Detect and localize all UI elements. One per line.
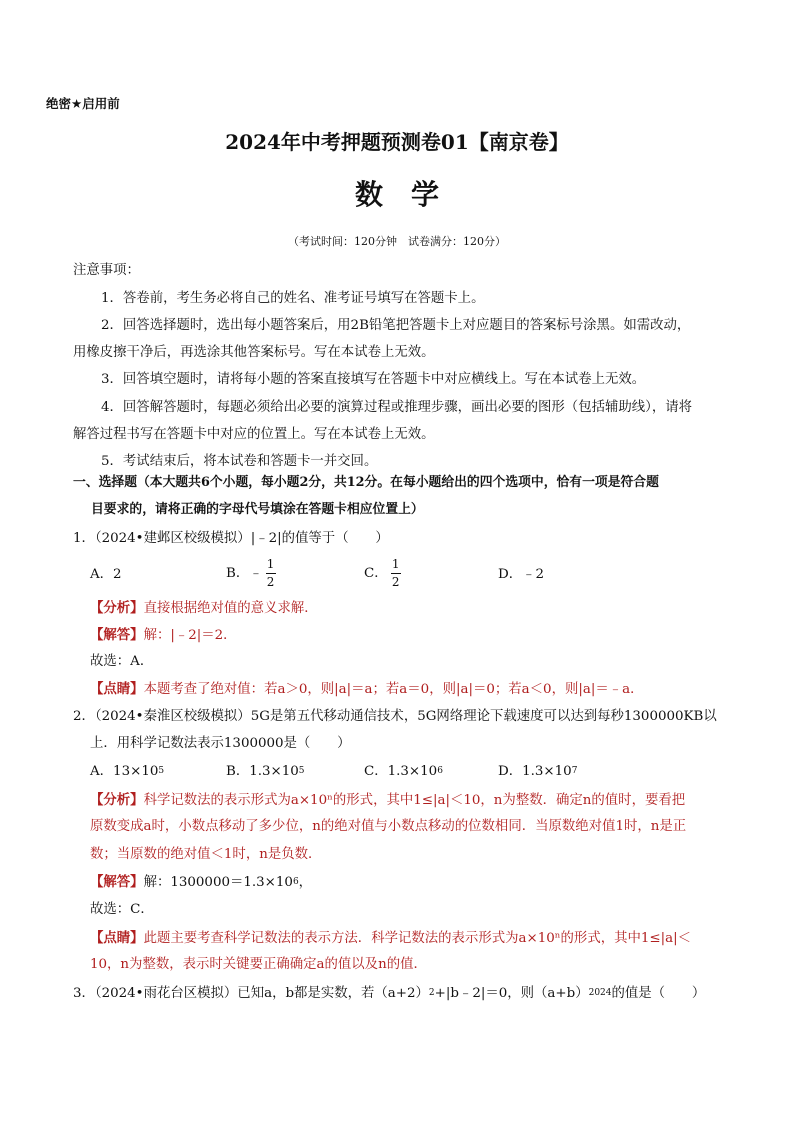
secret-mark: 绝密★启用前 — [46, 96, 120, 111]
q2-option-c: C．$1.3\times 10^6$ — [364, 764, 443, 779]
q2-option-d: D．$1.3\times 10^7$ — [498, 764, 578, 779]
question-2-stem-cont: 上．用科学记数法表示1300000是（ ） — [90, 736, 351, 751]
q1-option-d: D．﹣2 — [498, 567, 545, 582]
q1-option-a: A．2 — [90, 567, 122, 582]
notice-item: 5．考试结束后，将本试卷和答题卡一并交回。 — [101, 454, 378, 469]
q2-choice: 故选：C． — [90, 902, 154, 917]
notice-heading: 注意事项： — [73, 263, 140, 278]
question-1-stem: 1．（2024•建邺区校级模拟）|﹣2|的值等于（ ） — [73, 531, 389, 546]
q2-option-b: B．$1.3\times 10^5$ — [226, 764, 305, 779]
q1-choice: 故选：A． — [90, 654, 154, 669]
notice-item: 2．回答选择题时，选出每小题答案后，用2B铅笔把答题卡上对应题目的答案标号涂黑。如需改动， — [101, 318, 691, 333]
section-heading: 一、选择题（本大题共6个小题，每小题2分，共12分。在每小题给出的四个选项中，恰有一项是符合题 — [73, 475, 659, 490]
subject-title: 数 学 — [354, 178, 439, 211]
page-title: 2024年中考押题预测卷01【南京卷】 — [225, 130, 569, 154]
q2-comment: 【点睛】此题主要考查科学记数法的表示方法．科学记数法的表示形式为a×10ⁿ的形式，其中1≤|a|＜ — [90, 930, 692, 946]
q2-analysis-cont: 数；当原数的绝对值＜1时，n是负数． — [90, 847, 322, 862]
section-heading-cont: 目要求的，请将正确的字母代号填涂在答题卡相应位置上） — [91, 502, 424, 517]
q2-answer: 【解答】解：$1300000=1.3\times 10^6$， — [90, 874, 313, 890]
q1-comment: 【点睛】本题考查了绝对值：若a＞0，则|a|＝a；若a＝0，则|a|＝0；若a＜0，则|a|＝﹣a． — [90, 681, 644, 697]
q2-option-a: A．$13\times 10^5$ — [90, 764, 165, 779]
q1-option-b: B．﹣ $\frac{1}{2}$ — [226, 556, 277, 592]
notice-item-cont: 解答过程书写在答题卡中对应的位置上。写在本试卷上无效。 — [73, 427, 435, 442]
fraction: $\frac{1}{2}$ — [266, 556, 275, 589]
q2-analysis: 【分析】科学记数法的表示形式为a×10ⁿ的形式，其中1≤|a|＜10，n为整数．确定n的值时，要看把 — [90, 792, 686, 808]
notice-item: 3．回答填空题时，请将每小题的答案直接填写在答题卡中对应横线上。写在本试卷上无效。 — [101, 372, 646, 387]
question-2-stem: 2．（2024•秦淮区校级模拟）5G是第五代移动通信技术，5G网络理论下载速度可以达到每秒1300000KB以 — [73, 709, 717, 724]
notice-item: 4．回答解答题时，每题必须给出必要的演算过程或推理步骤，画出必要的图形（包括辅助线），请将 — [101, 400, 693, 415]
q2-analysis-cont: 原数变成a时，小数点移动了多少位，n的绝对值与小数点移动的位数相同．当原数绝对值1时，n是正 — [90, 819, 687, 834]
notice-item: 1．答卷前，考生务必将自己的姓名、准考证号填写在答题卡上。 — [101, 291, 485, 306]
question-3-stem: 3．（2024•雨花台区模拟）已知a，b都是实数，若$(a+2)^2+|b﹣2|=0$，则$(a+b)^{2024}$的值是（ ） — [73, 986, 706, 1001]
q2-comment-cont: 10，n为整数，表示时关键要正确确定a的值以及n的值． — [90, 957, 427, 972]
q1-option-c: C． $\frac{1}{2}$ — [364, 556, 402, 592]
fraction: $\frac{1}{2}$ — [391, 556, 400, 589]
q1-analysis: 【分析】直接根据绝对值的意义求解． — [90, 600, 318, 616]
exam-info: （考试时间：120分钟 试卷满分：120分） — [288, 235, 506, 248]
notice-item-cont: 用橡皮擦干净后，再选涂其他答案标号。写在本试卷上无效。 — [73, 345, 435, 360]
q1-answer: 【解答】解：|﹣2|＝2． — [90, 627, 237, 643]
